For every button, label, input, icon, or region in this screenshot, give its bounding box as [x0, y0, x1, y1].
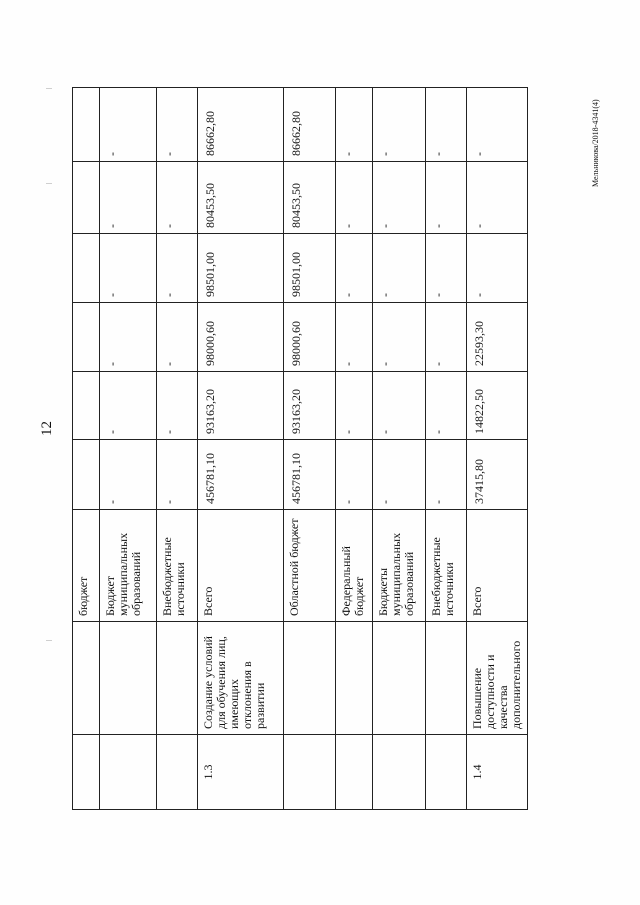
value-cell: -	[373, 234, 426, 303]
value-cell: -	[157, 234, 198, 303]
value-cell: -	[373, 162, 426, 234]
value-cell: -	[426, 303, 467, 372]
value-cell: -	[100, 88, 157, 162]
funding-source-cell: Бюджет муниципальных образований	[100, 510, 157, 622]
value-cell: -	[373, 303, 426, 372]
event-name-cell	[336, 622, 373, 735]
value-cell	[73, 440, 100, 510]
value-cell: 98501,00	[284, 234, 336, 303]
value-cell: 98000,60	[198, 303, 284, 372]
funding-source-cell: Областной бюджет	[284, 510, 336, 622]
value-cell: -	[467, 162, 528, 234]
value-cell: -	[373, 440, 426, 510]
value-cell: 14822,50	[467, 372, 528, 440]
table-body	[73, 88, 528, 810]
table-row	[373, 88, 426, 810]
value-cell: 93163,20	[198, 372, 284, 440]
value-cell: -	[100, 372, 157, 440]
table-row	[157, 88, 198, 810]
value-cell	[73, 372, 100, 440]
row-number-cell: 1.4	[467, 735, 528, 810]
row-number-cell	[373, 735, 426, 810]
value-cell: 98000,60	[284, 303, 336, 372]
document-id: Мельникова/2018-4341(4)	[591, 99, 600, 187]
value-cell: -	[100, 234, 157, 303]
value-cell: -	[100, 162, 157, 234]
value-cell: -	[426, 440, 467, 510]
scan-speck	[46, 640, 52, 641]
value-cell: 80453,50	[198, 162, 284, 234]
row-number-cell	[157, 735, 198, 810]
scan-speck	[46, 183, 52, 184]
event-name-cell	[73, 622, 100, 735]
value-cell: 93163,20	[284, 372, 336, 440]
value-cell: 98501,00	[198, 234, 284, 303]
value-cell: 456781,10	[198, 440, 284, 510]
funding-source-cell: Всего	[198, 510, 284, 622]
funding-source-cell: бюджет	[73, 510, 100, 622]
row-number-cell	[73, 735, 100, 810]
value-cell: -	[336, 440, 373, 510]
page-number: 12	[39, 421, 55, 436]
value-cell: -	[157, 372, 198, 440]
value-cell: -	[373, 372, 426, 440]
value-cell: 37415,80	[467, 440, 528, 510]
funding-source-cell: Бюджеты муниципальных образований	[373, 510, 426, 622]
row-number-cell	[426, 735, 467, 810]
value-cell: 456781,10	[284, 440, 336, 510]
budget-table-rotated	[72, 88, 523, 810]
value-cell: -	[426, 372, 467, 440]
value-cell: 86662,80	[284, 88, 336, 162]
value-cell: 22593,30	[467, 303, 528, 372]
event-name-cell	[426, 622, 467, 735]
row-number-cell: 1.3	[198, 735, 284, 810]
event-name-cell: Повышение доступности и качества дополнительного	[467, 622, 528, 735]
value-cell: -	[336, 162, 373, 234]
value-cell: -	[336, 372, 373, 440]
value-cell	[73, 303, 100, 372]
value-cell: -	[100, 303, 157, 372]
event-name-cell: Создание условий для обучения лиц, имеющих отклонения в развитии	[198, 622, 284, 735]
value-cell	[73, 88, 100, 162]
table-row	[467, 88, 528, 810]
value-cell: -	[467, 234, 528, 303]
event-name-cell	[373, 622, 426, 735]
value-cell: -	[157, 88, 198, 162]
value-cell: -	[426, 234, 467, 303]
value-cell: -	[336, 303, 373, 372]
value-cell: -	[157, 303, 198, 372]
funding-source-cell: Внебюджетные источники	[157, 510, 198, 622]
table-row	[100, 88, 157, 810]
table-row	[336, 88, 373, 810]
value-cell: -	[373, 88, 426, 162]
value-cell: -	[426, 88, 467, 162]
value-cell: -	[467, 88, 528, 162]
table-row	[73, 88, 100, 810]
scan-speck	[46, 88, 52, 89]
row-number-cell	[284, 735, 336, 810]
event-name-cell	[100, 622, 157, 735]
funding-source-cell: Внебюджетные источники	[426, 510, 467, 622]
funding-source-cell: Всего	[467, 510, 528, 622]
table-row	[426, 88, 467, 810]
funding-source-cell: Федеральный бюджет	[336, 510, 373, 622]
value-cell: -	[157, 162, 198, 234]
budget-table	[72, 87, 528, 810]
value-cell: 86662,80	[198, 88, 284, 162]
table-row	[198, 88, 284, 810]
value-cell: 80453,50	[284, 162, 336, 234]
row-number-cell	[336, 735, 373, 810]
value-cell: -	[336, 88, 373, 162]
value-cell: -	[336, 234, 373, 303]
value-cell: -	[100, 440, 157, 510]
value-cell	[73, 234, 100, 303]
value-cell	[73, 162, 100, 234]
table-row	[284, 88, 336, 810]
row-number-cell	[100, 735, 157, 810]
value-cell: -	[157, 440, 198, 510]
event-name-cell	[157, 622, 198, 735]
value-cell: -	[426, 162, 467, 234]
event-name-cell	[284, 622, 336, 735]
